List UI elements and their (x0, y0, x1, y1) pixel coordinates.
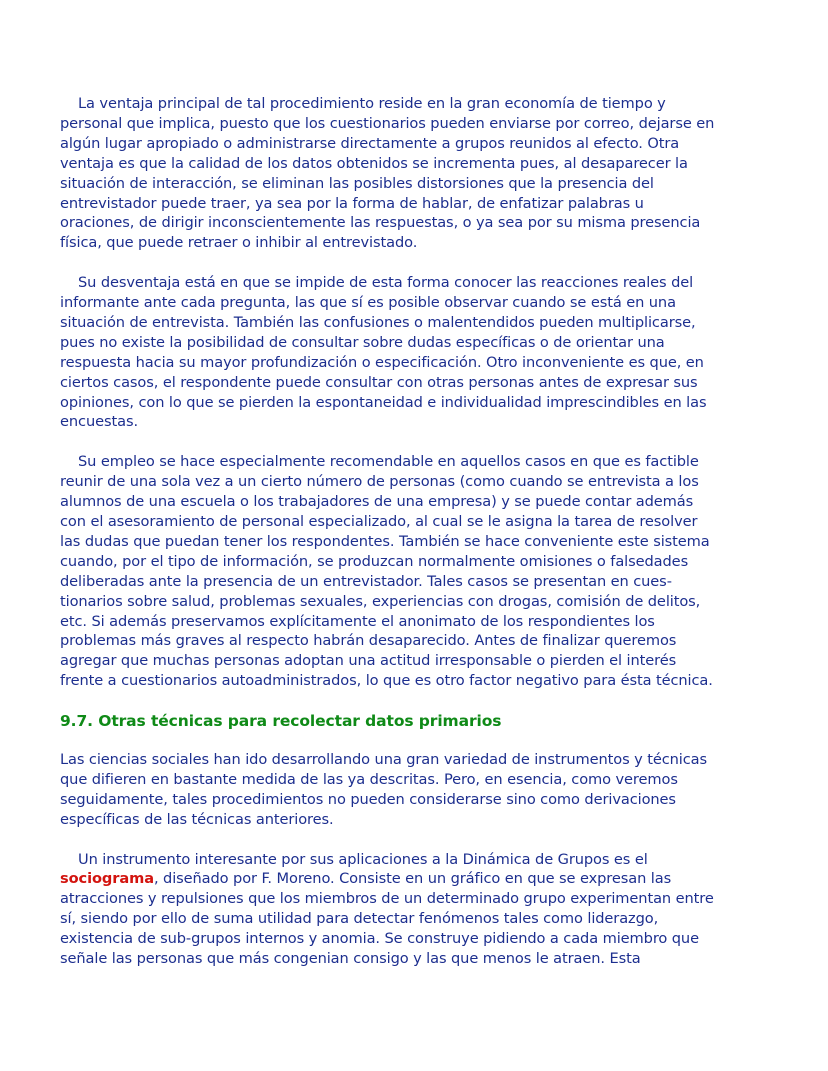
paragraph-desventaja (60, 273, 778, 432)
paragraph-ventaja-text: La ventaja principal de tal procedimiento reside en la gran economía de tiempo y personal que implica, puesto que los cuestionarios pueden enviarse por correo, dejarse en algún lugar apropiado o administrarse directamente a grupos reunidos al efecto. Otra ventaja es que la calidad de los datos obtenidos se incrementa pues, al desaparecer la situación de interacción, se eliminan las posibles distorsiones que la presencia del entrevistador puede traer, ya sea por la forma de hablar, de enfatizar palabras u oraciones, de dirigir inconscientemente las respuestas, o ya sea por su misma presencia física, que puede retraer o inhibir al entrevistado. (60, 95, 715, 252)
section-heading: 9.7. Otras técnicas para recolectar datos primarios (60, 712, 502, 731)
paragraph-desventaja-text: Su desventaja está en que se impide de esta forma conocer las reacciones reales del informante ante cada pregunta, las que sí es posible observar cuando se está en una situación de entrevista. También las confusiones o malentendidos pueden multiplicarse, pues no existe la posibilidad de consultar sobre dudas específicas o de orientar una respuesta hacia su mayor profundización o especificación. Otro inconveniente es que, en ciertos casos, el respondente puede consultar con otras personas antes de expresar sus opiniones, con lo que se pierden la espontaneidad e individualidad imprescindibles en las encuestas. (60, 274, 707, 431)
paragraph-sociograma (60, 850, 778, 969)
sociograma-term: sociograma (60, 870, 154, 888)
paragraph-ventaja (60, 94, 778, 253)
paragraph-ciencias-sociales: Las ciencias sociales han ido desarrollando una gran variedad de instrumentos y técnicas que difieren en bastante medida de las ya descritas. Pero, en esencia, como veremos seguidamente, tales procedimientos no pueden considerarse sino como derivaciones específicas de las técnicas anteriores. (60, 751, 708, 828)
paragraph-sociograma-text-start: Un instrumento interesante por sus aplicaciones a la Dinámica de Grupos es el (78, 850, 648, 868)
paragraph-empleo (60, 452, 778, 691)
document-page (60, 94, 778, 989)
paragraph-sociograma-text-end: , diseñado por F. Moreno. Consiste en un gráfico en que se expresan las atracciones y repulsiones que los miembros de un determinado grupo experimentan entre sí, siendo por ello de suma utilidad para detectar fenómenos tales como liderazgo, existencia de sub-grupos internos y anomia. Se construye pidiendo a cada miembro que señale las personas que más congenian consigo y las que menos le atraen. Esta (60, 870, 714, 968)
paragraph-empleo-text: Su empleo se hace especialmente recomendable en aquellos casos en que es factible reunir de una sola vez a un cierto número de personas (como cuando se entrevista a los alumnos de una escuela o los trabajadores de una empresa) y se puede contar además con el asesoramiento de personal especializado, al cual se le asigna la tarea de resolver las dudas que puedan tener los respondentes. También se hace conveniente este sistema cuando, por el tipo de información, se produzcan normalmente omisiones o falsedades deliberadas ante la presencia de un entrevistador. Tales casos se presentan en cues- tionarios sobre salud, problemas sexuales, experiencias con drogas, comisión de delitos, etc. Si además preservamos explícitamente el anonimato de los respondientes los problemas más graves al respecto habrán desaparecido. Antes de finalizar queremos agregar que muchas personas adoptan una actitud irresponsable o pierden el interés frente a cuestionarios autoadministrados, lo que es otro factor negativo para ésta técnica. (60, 453, 713, 690)
